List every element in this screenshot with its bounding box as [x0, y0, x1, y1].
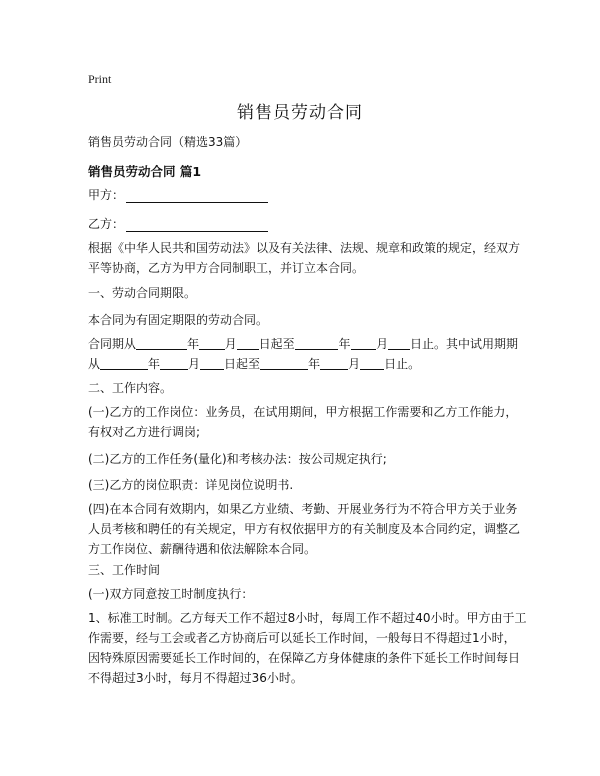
year-label: 年 — [338, 337, 351, 351]
section-3-heading — [88, 560, 518, 580]
trial-start-year-blank — [100, 356, 148, 370]
trial-end-month-blank — [320, 356, 348, 370]
trial-start-label: 从 — [88, 357, 101, 371]
month-label: 月 — [224, 337, 237, 351]
intro-line: 根据《中华人民共和国劳动法》以及有关法律、法规、规章和政策的规定，经双方 — [88, 241, 521, 255]
end-month-blank — [351, 336, 377, 350]
section-1-heading-text: 一、劳动合同期限。 — [88, 286, 197, 300]
section-3-subheading — [88, 584, 518, 604]
contract-term-paragraph — [88, 334, 518, 374]
paragraph-line: 有权对乙方进行调岗; — [88, 425, 201, 439]
paragraph-line: (四)在本合同有效期内，如果乙方业绩、考勤、开展业务行为不符合甲方关于业务 — [88, 502, 518, 516]
paragraph-line: 人员考核和聘任的有关规定，甲方有权依据甲方的有关制度及本合同约定，调整乙 — [88, 522, 521, 536]
year-label: 年 — [187, 337, 200, 351]
trial-end-day-blank — [360, 356, 384, 370]
section-1-heading — [88, 283, 518, 303]
party-a-blank — [126, 189, 268, 203]
day-end-label: 日止。 — [384, 357, 421, 371]
paragraph-line: 因特殊原因需要延长工作时间的，在保障乙方身体健康的条件下延长工作时间每日 — [88, 651, 521, 665]
section-heading: 销售员劳动合同 篇1 — [88, 164, 202, 179]
term-row-2 — [88, 354, 518, 374]
end-year-blank — [295, 336, 339, 350]
month-label: 月 — [376, 337, 389, 351]
section-2-item-2 — [88, 449, 518, 469]
paragraph-line: (一)乙方的工作岗位：业务员，在试用期间，甲方根据工作需要和乙方工作能力， — [88, 405, 518, 419]
paragraph-line: (二)乙方的工作任务(量化)和考核办法：按公司规定执行; — [88, 452, 387, 466]
paragraph-line: 1、标准工时制。乙方每天工作不超过8小时，每周工作不超过40小时。甲方由于工 — [88, 611, 527, 625]
paragraph-line: 方工作岗位、薪酬待遇和依法解除本合同。 — [88, 542, 317, 556]
party-a-field — [88, 186, 268, 203]
section-2-item-3 — [88, 475, 518, 495]
trial-start-month-blank — [160, 356, 188, 370]
start-month-blank — [199, 336, 225, 350]
section-3-subheading-text: (一)双方同意按工时制度执行： — [88, 587, 254, 601]
party-a-label: 甲方： — [88, 188, 125, 202]
paragraph-line: (三)乙方的岗位职责：详见岗位说明书. — [88, 478, 294, 492]
year-label: 年 — [308, 357, 321, 371]
month-label: 月 — [348, 357, 361, 371]
day-end-label: 日止。其中试用期期 — [409, 337, 518, 351]
start-year-blank — [136, 336, 187, 350]
day-from-label: 日起至 — [258, 337, 295, 351]
print-link[interactable]: Print — [88, 72, 112, 86]
day-from-label: 日起至 — [224, 357, 261, 371]
section-1-text-line: 本合同为有固定期限的劳动合同。 — [88, 313, 269, 327]
start-day-blank — [237, 336, 259, 350]
term-row-1 — [88, 334, 518, 354]
document-title: 销售员劳动合同 — [237, 103, 363, 123]
party-b-label: 乙方： — [88, 217, 125, 231]
year-label: 年 — [148, 357, 161, 371]
section-2-item-4 — [88, 499, 521, 559]
intro-line: 平等协商，乙方为甲方合同制职工，并订立本合同。 — [88, 261, 365, 275]
intro-paragraph — [88, 238, 521, 278]
section-2-item-1 — [88, 402, 518, 442]
party-b-field — [88, 215, 268, 232]
section-3-heading-text: 三、工作时间 — [88, 563, 161, 577]
trial-start-day-blank — [200, 356, 224, 370]
paragraph-line: 作需要，经与工会或者乙方协商后可以延长工作时间，一般每日不得超过1小时， — [88, 631, 516, 645]
document-subtitle: 销售员劳动合同（精选33篇） — [88, 135, 248, 149]
trial-end-year-blank — [260, 356, 308, 370]
party-b-blank — [126, 218, 268, 232]
section-1-text — [88, 310, 518, 330]
term-start-label: 合同期从 — [88, 337, 137, 351]
month-label: 月 — [188, 357, 201, 371]
section-2-heading-text: 二、工作内容。 — [88, 381, 173, 395]
paragraph-line: 不得超过3小时，每月不得超过36小时。 — [88, 671, 303, 685]
section-3-item-1 — [88, 608, 527, 688]
section-2-heading — [88, 378, 518, 398]
end-day-blank — [388, 336, 410, 350]
